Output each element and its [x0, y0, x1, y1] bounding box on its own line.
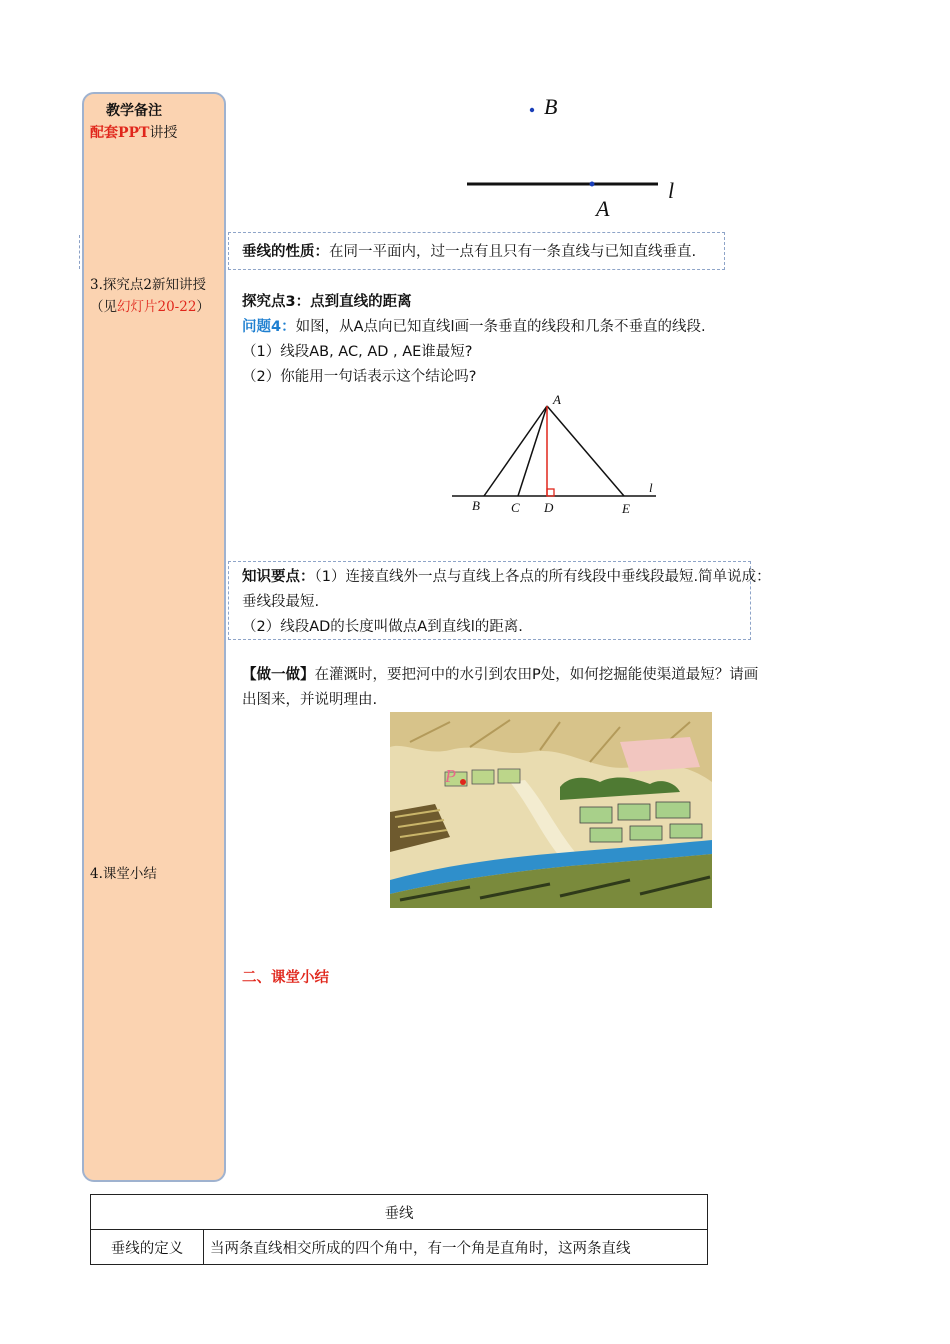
label-a: A: [596, 196, 610, 221]
label-l: l: [649, 480, 653, 495]
sidebar-ppt-note: [90, 122, 177, 142]
table-cell-text: 当两条直线相交所成的四个角中，有一个角是直角时，这两条直线: [204, 1230, 708, 1265]
right-angle-mark: [547, 489, 554, 496]
sidebar-title: 教学备注: [106, 103, 162, 119]
step-3-text: 3.探究点2新知讲授: [90, 277, 206, 293]
table-cell-label: 垂线的定义: [91, 1230, 204, 1265]
slide-range: 幻灯片20-22: [117, 299, 197, 315]
question4-line: [242, 315, 706, 339]
point-line-figure: [450, 88, 690, 223]
label-b: B: [472, 498, 480, 513]
doit-label: 【做一做】: [242, 667, 315, 683]
label-p: P: [445, 766, 456, 786]
field-right-5: [630, 826, 662, 840]
question4-label: 问题4：: [242, 319, 296, 335]
table-title: 垂线: [91, 1195, 708, 1230]
summary-heading: 二、课堂小结: [242, 970, 329, 986]
label-d: D: [544, 500, 554, 515]
irrigation-scene-image: [390, 712, 712, 908]
point-a-dot: [590, 182, 595, 187]
property-label: 垂线的性质：: [242, 244, 329, 260]
field-right-1: [580, 807, 612, 823]
keypoints-line1: 知识要点：（1）连接直线外一点与直线上各点的所有线段中垂线段最短.简单说成：: [242, 569, 771, 585]
label-b: B: [544, 94, 558, 119]
field-right-4: [590, 828, 622, 842]
question4-part2: （2）你能用一句话表示这个结论吗?: [242, 369, 477, 385]
point-p-dot: [460, 779, 466, 785]
table-row: [91, 1230, 708, 1265]
label-c: C: [511, 500, 520, 515]
segment-ac: [518, 406, 547, 496]
label-l: l: [668, 178, 675, 203]
table-row: [91, 1195, 708, 1230]
field-right-3: [656, 802, 690, 818]
pink-field: [620, 737, 700, 772]
sidebar-step-3: [90, 274, 220, 318]
property-line: [242, 240, 696, 264]
field-small-2: [472, 770, 494, 784]
field-small-3: [498, 769, 520, 783]
label-a: A: [553, 392, 561, 407]
perpendicular-segments-figure: [446, 388, 662, 520]
step-3-note: （见幻灯片20-22）: [90, 299, 210, 315]
ppt-rest: 讲授: [149, 125, 178, 141]
point-b-dot: [530, 108, 534, 112]
ppt-label: 配套PPT: [90, 125, 150, 141]
property-text: 在同一平面内，过一点有且只有一条直线与已知直线垂直.: [329, 244, 697, 260]
field-right-2: [618, 804, 650, 820]
teaching-notes-sidebar: [82, 92, 226, 1182]
keypoints-label: 知识要点：: [242, 569, 315, 585]
question4-part1: （1）线段AB, AC, AD , AE谁最短?: [242, 344, 473, 360]
keypoints-line2: 垂线段最短.: [242, 594, 320, 610]
summary-table: [90, 1194, 708, 1265]
explore3-title: 探究点3：点到直线的距离: [242, 294, 412, 310]
label-e: E: [622, 501, 630, 516]
doit-line1: 【做一做】在灌溉时，要把河中的水引到农田P处，如何挖掘能使渠道最短？请画: [242, 667, 759, 683]
field-right-6: [670, 824, 702, 838]
doit-line2: 出图来，并说明理由.: [242, 692, 378, 708]
segment-ab: [484, 406, 547, 496]
segment-ae: [547, 406, 624, 496]
question4-text: 如图，从A点向已知直线l画一条垂直的线段和几条不垂直的线段.: [295, 319, 706, 335]
sidebar-step-4: 4.课堂小结: [90, 866, 157, 882]
keypoints-line3: （2）线段AD的长度叫做点A到直线l的距离.: [242, 619, 523, 635]
